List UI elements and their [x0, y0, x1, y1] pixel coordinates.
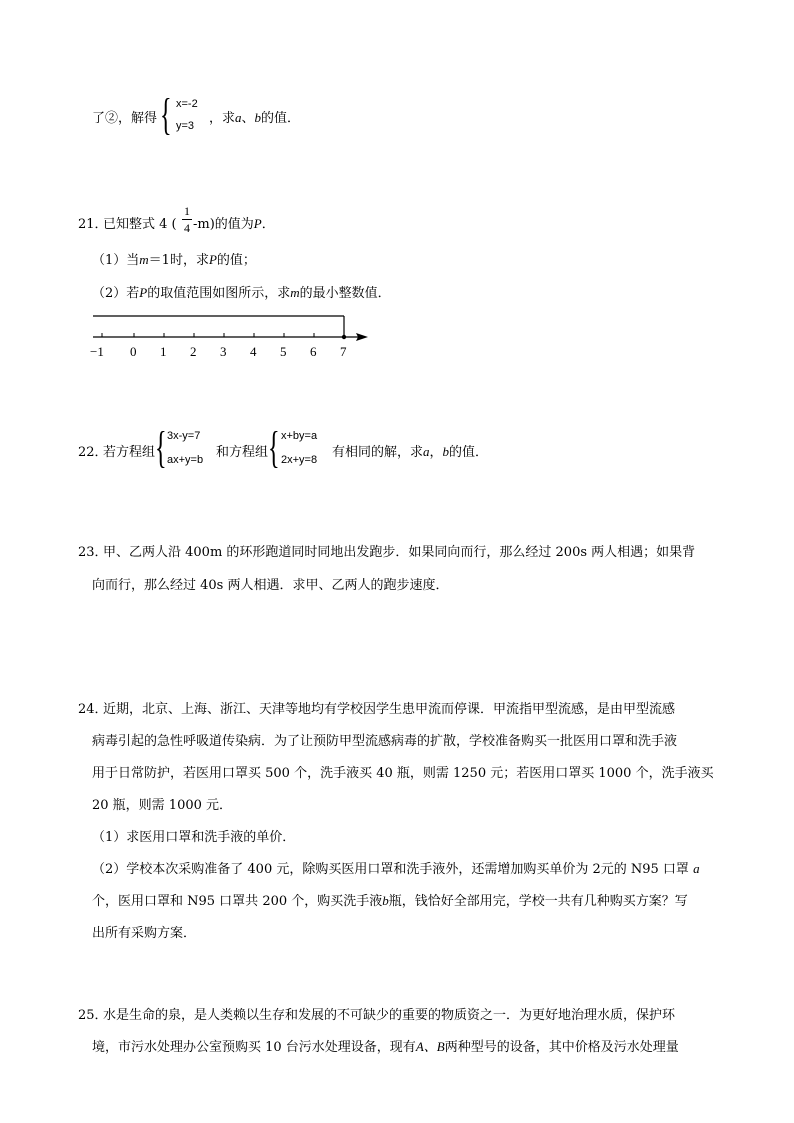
q21-stem-mid: -m)的值为: [193, 217, 254, 232]
q24-sub-2-var-b: b: [382, 893, 389, 908]
q22-post: 有相同的解，求: [332, 445, 424, 460]
q24-number: 24．: [78, 702, 108, 717]
tick-label: 3: [220, 344, 227, 359]
q20-sep: 、: [241, 111, 255, 126]
q20-prefix: 了②，解得: [92, 111, 158, 126]
q22-sys1-eq1: 3x-y=7: [167, 430, 201, 442]
tick-label: 0: [130, 344, 137, 359]
q21-sub2-end: 的最小整数值．: [299, 286, 391, 301]
q22-pre: 若方程组: [103, 445, 156, 460]
q24-sub-2-line-1: （2）学校本次采购准备了 400 元，除购买医用口罩和洗手液外，还需增加购买单价为 2元的 N95 口罩: [92, 862, 689, 877]
q21-sub2-var-p: P: [139, 285, 148, 300]
q22-sys2-eq2: 2x+y=8: [281, 454, 318, 466]
tick-label: 4: [250, 344, 257, 359]
q25-var-ab: A、B: [415, 1039, 445, 1054]
q24-line-2: 病毒引起的急性呼吸道传染病．为了让预防甲型流感病毒的扩散，学校准备购买一批医用口罩和洗手液: [92, 734, 678, 749]
q21-sub1-var-m: m: [139, 252, 149, 267]
q21-sub1-mid: ＝1时，求: [148, 253, 209, 268]
q21-number: 21．: [78, 217, 108, 232]
q20-solution-x: x=-2: [176, 98, 198, 110]
q21-frac-bar: [182, 219, 192, 220]
q24-sub-2-line-3: 出所有采购方案．: [92, 926, 197, 941]
q23-line-1: 甲、乙两人沿 400m 的环形跑道同时同地出发跑步．如果同向而行，那么经过 200s 两人相遇；如果背: [103, 545, 696, 560]
q21-frac-den: 4: [184, 221, 190, 235]
q22-sys2-eq1: x+by=a: [281, 430, 318, 442]
q21-sub1-var-p: P: [208, 252, 217, 267]
q22-var-a: a: [423, 444, 430, 459]
tick-label: 6: [310, 344, 317, 359]
q24-line-1: 近期，北京、上海、浙江、天津等地均有学校因学生患甲流而停课．甲流指甲型流感，是由甲型流感: [103, 702, 676, 717]
q21-number-line: [0, 300, 794, 370]
q24-sub-1: （1）求医用口罩和洗手液的单价．: [92, 830, 296, 845]
q21-sub1-end: 的值；: [216, 253, 256, 268]
q22-number: 22．: [78, 445, 108, 460]
q22-brace-2: {: [268, 423, 280, 472]
q21-sub2-mid: 的取值范围如图所示，求: [147, 286, 291, 301]
q21-frac-num: 1: [184, 204, 190, 218]
q20-end: 的值．: [261, 111, 301, 126]
q20-suffix: ，求: [209, 111, 236, 126]
q22-mid: 和方程组: [216, 445, 269, 460]
tick-label: 5: [280, 344, 287, 359]
q22-var-b: b: [442, 444, 450, 459]
axis-ticks: [102, 333, 314, 337]
tick-label: −1: [90, 344, 104, 359]
q22-comma: ，: [429, 445, 443, 460]
q21-sub1-pre: （1）当: [92, 253, 140, 268]
q24-sub-2-var-a: a: [693, 861, 700, 876]
q21-sub2-pre: （2）若: [92, 286, 140, 301]
q24-line-4: 20 瓶，则需 1000 元．: [92, 798, 233, 813]
q21-sub2-var-m: m: [290, 285, 300, 300]
q24-sub-2-line-2-end: 瓶，钱恰好全部用完，学校一共有几种购买方案？写: [388, 894, 688, 909]
q25-line-1: 水是生命的泉，是人类赖以生存和发展的不可缺少的重要的物质资之一．为更好地治理水质，保护环: [103, 1008, 676, 1023]
q21-stem-end: ．: [261, 217, 275, 232]
q25-line-2: 境，市污水处理办公室预购买 10 台污水处理设备，现有: [92, 1040, 416, 1055]
q25-line-2-end: 两种型号的设备，其中价格及污水处理量: [444, 1040, 679, 1055]
q22-sys1-eq2: ax+y=b: [167, 454, 204, 466]
q22-end: 的值．: [449, 445, 489, 460]
q22-brace-1: {: [155, 423, 167, 472]
tick-label: 1: [160, 344, 167, 359]
tick-label: 2: [190, 344, 197, 359]
endpoint-dot: [342, 335, 346, 339]
q20-var-b: b: [254, 110, 262, 125]
q23-number: 23．: [78, 545, 108, 560]
q24-sub-2-line-2: 个，医用口罩和 N95 口罩共 200 个，购买洗手液: [92, 894, 383, 909]
q21-var-p: P: [253, 216, 262, 231]
q20-solution-y: y=3: [176, 120, 195, 132]
q20-brace: {: [160, 90, 172, 139]
q23-line-2: 向而行，那么经过 40s 两人相遇．求甲、乙两人的跑步速度．: [92, 578, 449, 593]
tick-label: 7: [340, 344, 347, 359]
q21-stem-pre: 已知整式 4 (: [103, 217, 177, 232]
q25-number: 25．: [78, 1008, 108, 1023]
q24-line-3: 用于日常防护，若医用口罩买 500 个，洗手液买 40 瓶，则需 1250 元；若医用口罩买 1000 个，洗手液买: [92, 766, 714, 781]
q20-var-a: a: [235, 110, 242, 125]
